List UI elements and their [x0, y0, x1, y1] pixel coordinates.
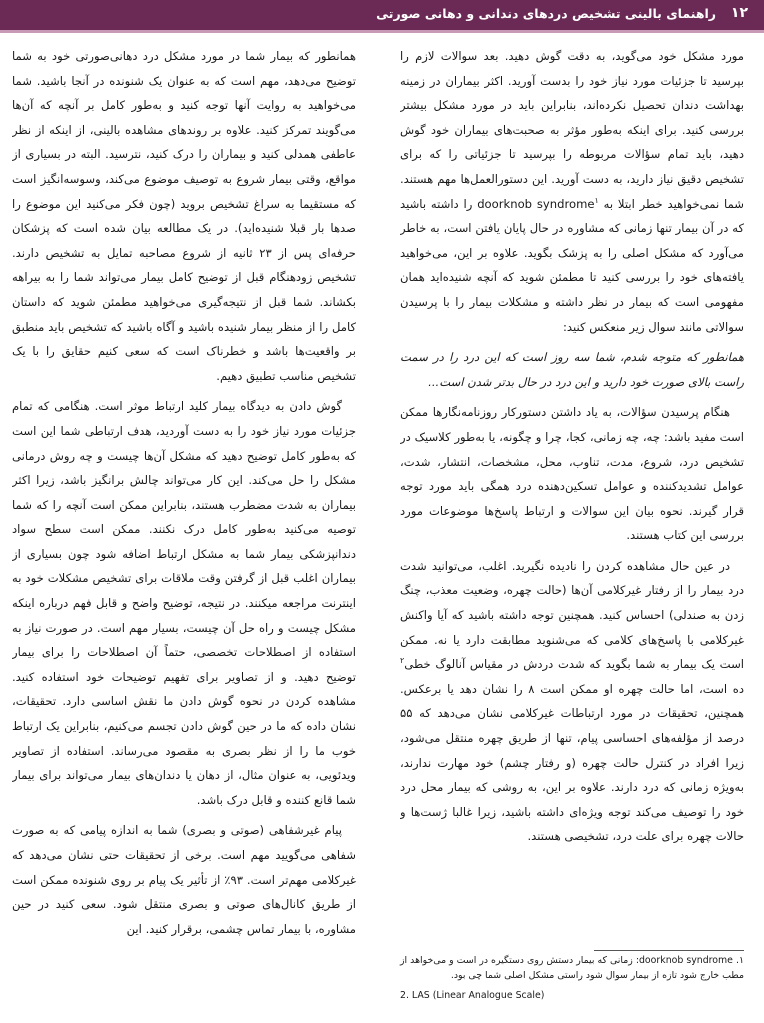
footnote-marker: ۲ — [400, 656, 405, 666]
quote-paragraph: همانطور که متوجه شدم، شما سه روز است که این درد را در سمت راست بالای صورت خود دارید و این درد در حال بدتر شدن است... — [400, 350, 744, 389]
paragraph-text: در عین حال مشاهده کردن را نادیده نگیرید. اغلب، می‌توانید شدت درد بیمار را از رفتار غیرکلامی آن‌ها (حالت چهره، وضعیت معذب، چنگ زدن به صندلی) احساس کنید. همچنین توجه داشته باشید که آیا واکنش غیرکلامی با پاسخ‌های کلامی که می‌شنوید مطابقت دارد یا نه. ممکن است یک بیمار به شما بگوید که شدت دردش در مقیاس آنالوگ خطی — [400, 558, 744, 672]
footnote-divider — [594, 950, 744, 951]
header-divider — [0, 30, 764, 33]
running-title: راهنمای بالینی تشخیص دردهای دندانی و دهانی صورتی — [376, 6, 716, 21]
left-column — [12, 44, 356, 1014]
paragraph-text: مورد مشکل خود می‌گوید، به دقت گوش دهید. بعد سوالات لازم را بپرسید تا جزئیات مورد نیاز خود را بدست آورید. اکثر بیماران در زمینه بهداشت دندان تحصیل نکرده‌اند، بنابراین باید در مورد مشکل بیشتر بررسی کنید. برای اینکه به‌طور مؤثر به صحبت‌های بیماران خود گوش دهید، باید تمام سؤالات مربوطه را بپرسید تا جزئیاتی را که برای تشخیص دقیق نیاز دارید، به دست آورید. این دستورالعمل‌ها مهم هستند. شما نمی‌خواهید خطر ابتلا به doorknob syndrome — [400, 49, 744, 211]
page-number: ۱۲ — [730, 5, 748, 21]
paragraph-text: را داشته باشید که در آن بیمار تنها زمانی که مشاوره در حال پایان یافتن است، به خاطر می‌آورد که مشکل اصلی را به پزشک بگوید. علاوه بر این، می‌خواهید یافته‌های خود را بررسی کنید تا مطمئن شوید که آنچه شنیده‌اید همان مفهومی است که بیمار در نظر داشته و مشکلات بیمار را با پرسیدن سوالاتی مانند سوال زیر منعکس کنید: — [400, 196, 744, 334]
paragraph: هنگام پرسیدن سؤالات، به یاد داشتن دستورکار روزنامه‌نگارها ممکن است مفید باشد: چه، چه زمانی، کجا، چرا و چگونه، یا به‌طور کلاسیک در تشخیص درد، شروع، مدت، تناوب، محل، مشخصات، انتشار، شدت، عوامل تشدیدکننده و عوامل تسکین‌دهنده درد همگی باید مورد توجه قرار گیرند. نحوه بیان این سوالات و ارتباط پاسخ‌ها موضوعات مورد بررسی این کتاب هستند. — [400, 405, 744, 543]
page-header — [0, 0, 764, 30]
footnote-marker: ۱ — [594, 195, 599, 205]
paragraph: پیام غیرشفاهی (صوتی و بصری) شما به اندازه پیامی که به صورت شفاهی می‌گویید مهم است. برخی از تحقیقات حتی نشان می‌دهد که غیرکلامی مهم‌تر است. ۹۳٪ از تأثیر یک پیام بر روی شنونده ممکن است از طریق کانال‌های صوتی و بصری منتقل شود. سعی کنید در حین مشاوره، با بیمار تماس چشمی، برقرار کنید. این — [12, 823, 356, 936]
footnote-2: 2. LAS (Linear Analogue Scale) — [400, 990, 545, 1001]
paragraph: همانطور که بیمار شما در مورد مشکل درد دهانی‌صورتی خود به شما توضیح می‌دهد، مهم است که به عنوان یک شنونده در آنجا باشید. شما می‌خواهید به روایت آنها توجه کنید و به‌طور کامل بر آنچه که آن‌ها می‌گویند تمرکز کنید. علاوه بر روندهای مشاهده بالینی، از اینکه از نظر عاطفی همدلی کنید و بیماران را درک کنید، نترسید. البته در بسیاری از مواقع، وقتی بیمار شروع به توصیف موضوع می‌کند، وسوسه‌انگیز است که مستقیما به سراغ تشخیص بروید (چون فکر می‌کنید این موضوع را صدها بار قبلا شنیده‌اید). در یک مطالعه بیان شده است که پزشکان حرفه‌ای پس از ۲۳ ثانیه از شروع مصاحبه تمایل به تشخیص دارند. تشخیص زودهنگام قبل از توضیح کامل بیمار می‌تواند شما را به بیراهه بکشاند. شما قبل از نتیجه‌گیری می‌خواهید مطمئن شوید که داستان کامل را از منظر بیمار شنیده باشید و آگاه باشید که تشخیص باید منطبق بر واقعیت‌ها باشد و خطرناک است که سعی کنیم حقایق را با یک تشخیص مناسب تطبیق دهیم. — [12, 49, 356, 383]
paragraph: گوش دادن به دیدگاه بیمار کلید ارتباط موثر است. هنگامی که تمام جزئیات مورد نیاز خود را به دست آوردید، هدف ارتباطی شما این است که به‌طور کامل توضیح دهید که مشکل آن‌ها چیست و چه روش درمانی مشکل را حل می‌کند. این کار می‌تواند چالش برانگیز باشد، زیرا اکثر بیماران به شدت مضطرب هستند، بنابراین ممکن است آنچه را که شما توصیه می‌کنید به‌طور کامل درک نکنند. ممکن است سطح سواد دندانپزشکی بیمار شما به مشکل ارتباط اضافه شود چون بسیاری از بیماران اغلب قبل از گرفتن وقت ملاقات برای تشخیص مشکلات خود به اینترنت مراجعه میکنند. در نتیجه، توضیح واضح و قابل فهم درباره اینکه مشکل چیست و راه حل آن چیست، بسیار مهم است. در صورت نیاز به استفاده از اصطلاحات تخصصی، حتماً آن اصطلاحات را برای بیمار توضیح دهید. و از تصاویر برای تفهیم توضیحات خود استفاده کنید. مشاهده کردن در نحوه گوش دادن ما نقش اساسی دارد. تحقیقات، نشان داده که ما در حین گوش دادن تجسم می‌کنیم، بنابراین یک ارتباط خوب ما را از نظر بصری به مقصود می‌رساند. استفاده از تصاویر ویدئویی، به عنوان مثال، از دهان یا دندان‌های بیمار می‌تواند برای بیمار شما قانع کننده و قابل درک باشد. — [12, 399, 356, 807]
paragraph — [400, 554, 744, 849]
paragraph-text: ده است، اما حالت چهره او ممکن است ۸ را نشان دهد یا برعکس. همچنین، تحقیقات در مورد ارتباطات غیرکلامی نشان می‌دهد که ۵۵ درصد از مؤلفه‌های احساسی پیام، تنها از طریق چهره منتقل می‌شود، زیرا افراد در کنترل حالت چهره (و رفتار چشم) خود مهارت ندارند، به‌ویژه زمانی که درد دارند. علاوه بر این، به روشی که بیمار محل درد خود را توصیف می‌کند توجه ویژه‌ای داشته باشید، زیرا غالبا ژست‌ها و حالات چهره برای علت درد، تشخیصی هستند. — [400, 681, 744, 844]
right-column — [400, 44, 744, 939]
footnote-1: ۱. doorknob syndrome: زمانی که بیمار دستش روی دستگیره در است و می‌خواهد از مطب خارج شود تازه از بیمار سوال شود راستی مشکل اصلی شما چی بود. — [400, 955, 744, 981]
footnotes — [400, 954, 744, 1004]
paragraph — [400, 44, 744, 339]
